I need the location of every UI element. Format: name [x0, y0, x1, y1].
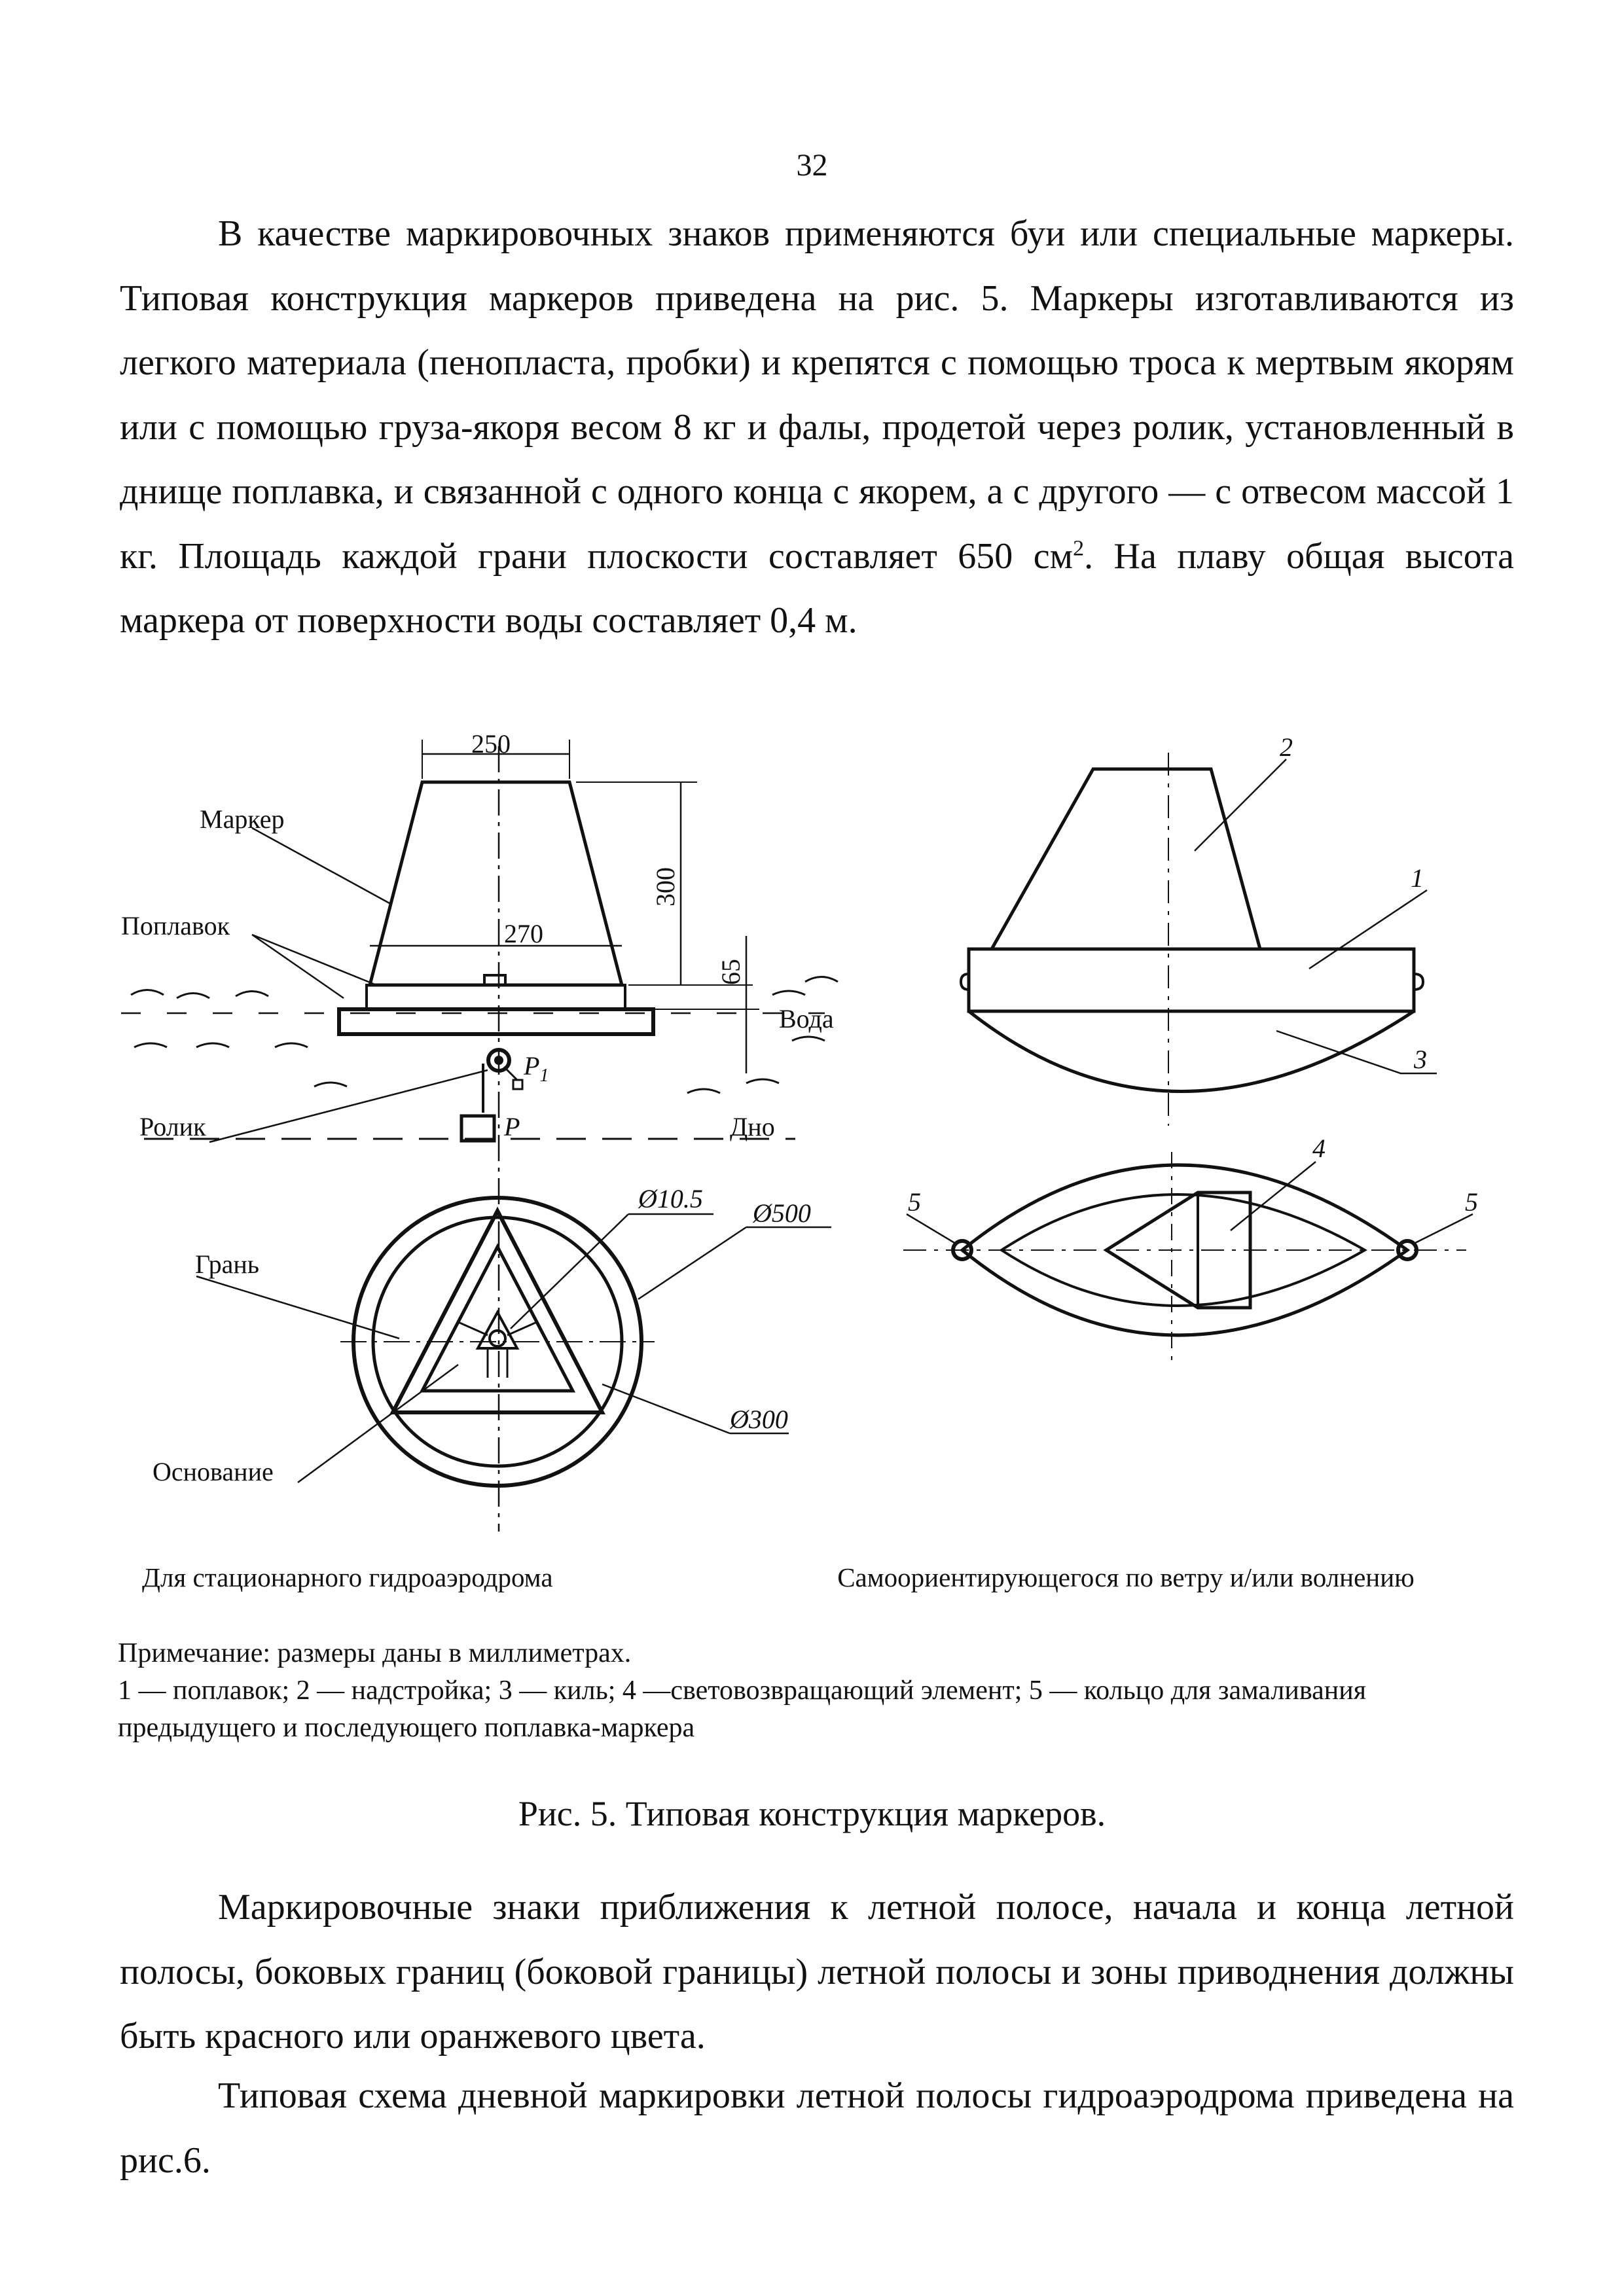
paragraph-1-tail: . На плаву общая высота маркера от поверхности воды составляет 0,4 м.: [120, 535, 1514, 641]
leader-d10-5: [511, 1214, 713, 1329]
dim-250-label: 250: [471, 729, 511, 759]
paragraph-1-text: В качестве маркировочных знаков применяются буи или специальные маркеры. Типовая конструкция маркеров приведена на рис. 5. Маркеры изготавливаются из легкого материала (пенопласта, пробки) и крепятся с помощью троса к мертвым якорям или с помощью груза-якоря весом 8 кг и фалы, продетой через ролик, установленный в днище поплавка, и связанной с одного конца с якорем, а с другого — с отвесом массой 1 кг. Площадь каждой грани плоскости составляет 650 см: [120, 213, 1514, 577]
dim-270-label: 270: [504, 919, 543, 948]
label-p1-main: P: [524, 1051, 540, 1081]
face-triangle-inner: [422, 1247, 573, 1391]
note-line-2: 1 — поплавок; 2 — надстройка; 3 — киль; 4 —световозвращающий элемент; 5 — кольцо для замаливания предыдущего и последующего поплавка-маркера: [118, 1676, 1367, 1743]
leader-5-right: [1414, 1214, 1473, 1244]
leader-5-left: [907, 1214, 956, 1244]
leader-roller: [209, 1070, 488, 1142]
caption-stationary: Для стационарного гидроаэродрома: [142, 1562, 553, 1592]
float-1: [969, 949, 1414, 1011]
leader-face: [196, 1276, 399, 1338]
label-base: Основание: [153, 1457, 274, 1486]
leader-base: [298, 1365, 458, 1482]
float-top: [367, 985, 625, 1009]
paragraph-1-superscript: 2: [1073, 535, 1085, 560]
note-line-1: Примечание: размеры даны в миллиметрах.: [118, 1638, 632, 1668]
self-orienting-plan-view: [903, 1152, 1473, 1368]
label-bottom: Дно: [730, 1112, 775, 1141]
dim-d500-label: Ø500: [753, 1198, 811, 1228]
label-marker: Маркер: [200, 804, 285, 834]
keel-3: [969, 1011, 1414, 1092]
leader-marker: [252, 828, 389, 903]
label-n5-left: 5: [908, 1187, 921, 1217]
paragraph-scheme: Типовая схема дневной маркировки летной полосы гидроаэродрома приведена на рис.6.: [120, 2075, 1514, 2181]
marker-body: [370, 782, 622, 985]
label-n2: 2: [1280, 732, 1293, 762]
leader-float: [252, 935, 376, 998]
anchor-weight: [461, 1116, 494, 1141]
figure-caption: Рис. 5. Типовая конструкция маркеров.: [518, 1794, 1106, 1833]
paragraph-colors: Маркировочные знаки приближения к летной полосе, начала и конца летной полосы, боковых границ (боковой границы) летной полосы и зоны приводнения должны быть красного или оранжевого цвета.: [120, 1887, 1514, 2056]
center-rib-diag-left: [458, 1322, 488, 1335]
base-circle-inner: [373, 1217, 622, 1466]
label-water: Вода: [779, 1004, 834, 1033]
label-p1: [523, 1051, 549, 1086]
label-n3: 3: [1414, 1045, 1427, 1074]
label-n5-right: 5: [1465, 1187, 1478, 1217]
label-float: Поплавок: [121, 911, 230, 941]
label-face: Грань: [195, 1249, 260, 1279]
label-p1-sub: 1: [539, 1066, 549, 1086]
leader-3: [1276, 1031, 1437, 1073]
page-number: 32: [796, 148, 828, 183]
caption-self-orienting: Самоориентирующегося по ветру и/или волнению: [837, 1562, 1415, 1592]
figure-note: [118, 1635, 1512, 1747]
dim-300-label: 300: [651, 867, 680, 906]
label-p: P: [504, 1112, 520, 1141]
leader-d500: [638, 1227, 831, 1299]
leader-1: [1309, 890, 1427, 969]
superstructure: [992, 769, 1260, 949]
center-hole: [490, 1331, 505, 1346]
marker-plan-view: [196, 1198, 831, 1486]
dim-d10-5-label: Ø10.5: [638, 1184, 703, 1213]
roller-axle: [496, 1057, 502, 1064]
plumb-weight: [513, 1080, 522, 1089]
hull-inner: [1001, 1194, 1365, 1306]
label-roller: Ролик: [139, 1112, 206, 1141]
label-n1: 1: [1411, 863, 1424, 893]
dim-d300-label: Ø300: [730, 1405, 788, 1434]
weight-string: [504, 1067, 517, 1080]
dim-65-label: 65: [716, 959, 746, 985]
label-n4: 4: [1312, 1134, 1326, 1163]
leader-2: [1195, 759, 1286, 851]
self-orienting-side-view: [961, 753, 1437, 1126]
